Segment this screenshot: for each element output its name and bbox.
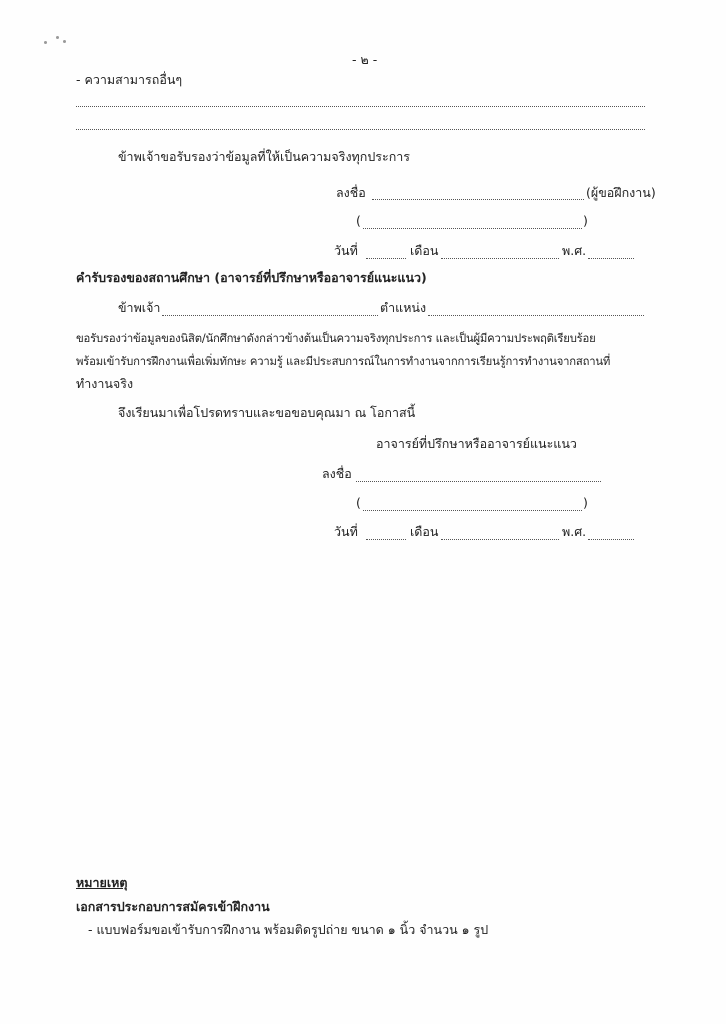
applicant-month-label: เดือน [410, 243, 439, 258]
institution-position-label: ตำแหน่ง [380, 300, 427, 315]
scan-speck [44, 41, 47, 44]
advisor-day-label: วันที่ [334, 524, 358, 539]
advisor-month-label: เดือน [410, 524, 439, 539]
advisor-sign-label: ลงชื่อ [322, 466, 352, 481]
applicant-sign-label: ลงชื่อ [336, 185, 366, 200]
advisor-title: อาจารย์ที่ปรึกษาหรืออาจารย์แนะแนว [376, 436, 577, 451]
applicant-year-line[interactable] [588, 258, 634, 259]
institution-paragraph-line-1: ขอรับรองว่าข้อมูลของนิสิต/นักศึกษาดังกล่าวข้างต้นเป็นความจริงทุกประการ และเป็นผู้มีความประพฤติเรียบร้อย [76, 332, 596, 345]
advisor-day-line[interactable] [366, 539, 406, 540]
applicant-year-label: พ.ศ. [562, 243, 587, 258]
applicant-paren-close: ) [583, 213, 588, 228]
applicant-name-line[interactable] [363, 228, 582, 229]
applicant-month-line[interactable] [441, 258, 559, 259]
scan-speck [63, 40, 66, 43]
advisor-paren-open: ( [356, 495, 361, 510]
institution-heading: คำรับรองของสถานศึกษา (อาจารย์ที่ปรึกษาหรืออาจารย์แนะแนว) [76, 270, 427, 285]
docs-item-photo: - แบบฟอร์มขอเข้ารับการฝึกงาน พร้อมติดรูปถ่าย ขนาด ๑ นิ้ว จำนวน ๑ รูป [88, 922, 489, 937]
institution-position-line[interactable] [428, 315, 644, 316]
advisor-year-line[interactable] [588, 539, 634, 540]
page-number: - ๒ - [352, 52, 378, 67]
answer-line[interactable] [76, 106, 645, 107]
applicant-sign-line[interactable] [372, 199, 584, 200]
applicant-day-line[interactable] [366, 258, 406, 259]
applicant-role-label: (ผู้ขอฝึกงาน) [586, 185, 656, 200]
advisor-paren-close: ) [583, 495, 588, 510]
applicant-day-label: วันที่ [334, 243, 358, 258]
advisor-sign-line[interactable] [356, 481, 601, 482]
note-heading: หมายเหตุ [76, 875, 128, 890]
institution-paragraph-line-2: พร้อมเข้ารับการฝึกงานเพื่อเพิ่มทักษะ ความรู้ และมีประสบการณ์ในการทำงานจากการเรียนรู้การทำงานจากสถานที่ [76, 355, 611, 368]
advisor-year-label: พ.ศ. [562, 524, 587, 539]
institution-name-line[interactable] [162, 315, 378, 316]
applicant-paren-open: ( [356, 213, 361, 228]
institution-paragraph-line-3: ทำงานจริง [76, 376, 134, 391]
certify-statement: ข้าพเจ้าขอรับรองว่าข้อมูลที่ให้เป็นความจริงทุกประการ [118, 149, 411, 164]
thanks-statement: จึงเรียนมาเพื่อโปรดทราบและขอขอบคุณมา ณ โอกาสนี้ [118, 405, 416, 420]
other-abilities-label: - ความสามารถอื่นๆ [76, 72, 183, 87]
docs-heading: เอกสารประกอบการสมัครเข้าฝึกงาน [76, 899, 270, 914]
advisor-name-line[interactable] [363, 510, 582, 511]
institution-i-label: ข้าพเจ้า [118, 300, 161, 315]
scan-speck [56, 36, 59, 39]
advisor-month-line[interactable] [441, 539, 559, 540]
answer-line[interactable] [76, 129, 645, 130]
